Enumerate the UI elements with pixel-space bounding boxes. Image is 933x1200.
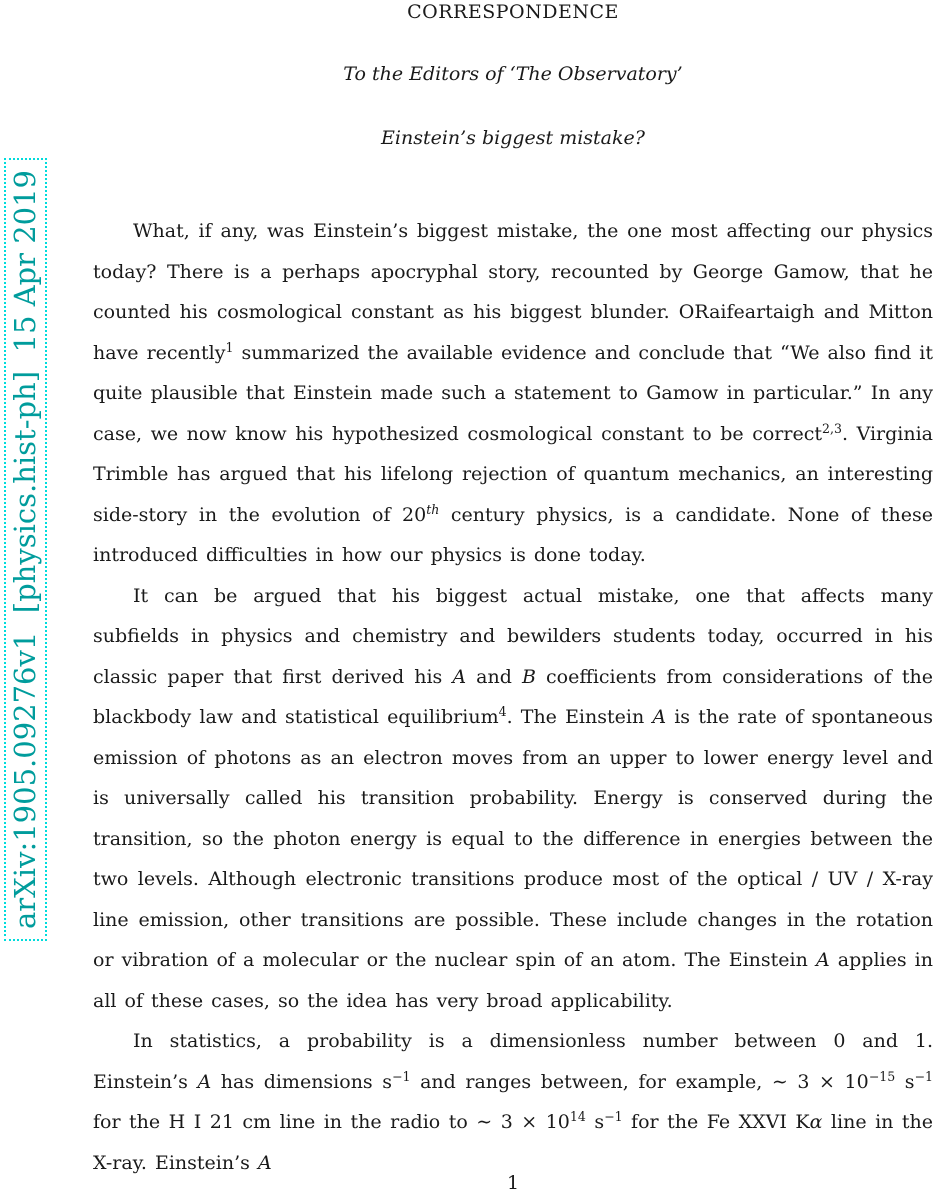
addressee-line: To the Editors of ‘The Observatory’	[343, 63, 683, 85]
section-heading: CORRESPONDENCE	[407, 1, 619, 23]
paragraph-3: In statistics, a probability is a dimensionless number between 0 and 1. Einstein’s A has dimensions $s^{-1}$ and ranges between, for example, ∼ $3 \times 10^{-15}$ $s^{-1}$ for the H I 21 cm line in the radio to ∼ $3 \times 10^{14}$ $s^{-1}$ for the Fe XXVI Kα line in the X-ray. Einstein’s A	[93, 1030, 933, 1174]
arxiv-watermark-link[interactable]: arXiv:1905.09276v1 [physics.hist-ph] 15 Apr 2019	[4, 158, 47, 941]
text-block	[93, 0, 933, 1183]
paragraph-2: It can be argued that his biggest actual mistake, one that affects many subfields in physics and chemistry and bewilders students today, occurred in his classic paper that first derived his A and B coefficients from considerations of the blackbody law and statistical equilibrium$^4$. The Einstein A is the rate of spontaneous emission of photons as an electron moves from an upper to lower energy level and is universally called his transition probability. Energy is conserved during the transition, so the photon energy is equal to the difference in energies between the two levels. Although electronic transitions produce most of the optical / UV / X-ray line emission, other transitions are possible. These include changes in the rotation or vibration of a molecular or the nuclear spin of an atom. The Einstein A applies in all of these cases, so the idea has very broad applicability.	[93, 584, 933, 1012]
body-text	[93, 211, 933, 1183]
page-number: 1	[506, 1172, 520, 1194]
paper-title: Einstein’s biggest mistake?	[381, 127, 645, 149]
paragraph-1: What, if any, was Einstein’s biggest mistake, the one most affecting our physics today? There is a perhaps apocryphal story, recounted by George Gamow, that he counted his cosmological constant as his biggest blunder. ORaifeartaigh and Mitton have recently$^1$ summarized the available evidence and conclude that “We also find it quite plausible that Einstein made such a statement to Gamow in particular.” In any case, we now know his hypothesized cosmological constant to be correct$^{2,3}$. Virginia Trimble has argued that his lifelong rejection of quantum mechanics, an interesting side-story in the evolution of 20th century physics, is a candidate. None of these introduced difficulties in how our physics is done today.	[93, 220, 933, 566]
